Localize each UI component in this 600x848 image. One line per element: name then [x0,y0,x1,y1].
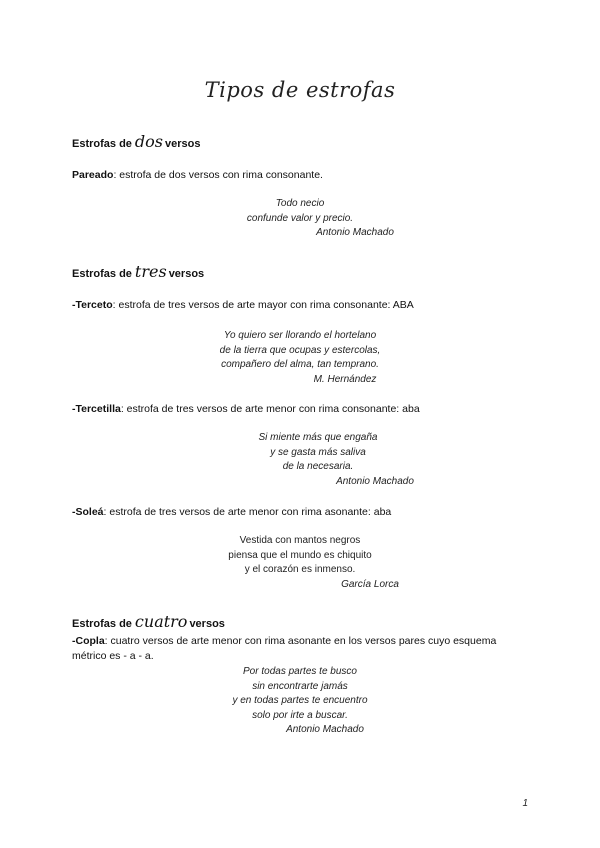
heading-suffix: versos [165,138,201,150]
poem-line: solo por irte a buscar. [252,709,348,721]
poem-line: Vestida con mantos negros [239,535,361,546]
heading-prefix: Estrofas de [72,618,132,630]
term: -Soleá [72,506,104,518]
poem-line: confunde valor y precio. [246,212,354,224]
poem-author: M. Hernández [313,373,377,385]
poem-line: Yo quiero ser llorando el hortelano [223,330,377,341]
poem-line: compañero del alma, tan temprano. [221,359,379,370]
poem-author: García Lorca [341,578,399,590]
poem-line: Todo necio [275,198,325,209]
term: -Copla [72,635,105,647]
poem-line: sin encontrarte jamás [252,680,348,692]
heading-keyword: dos [134,132,164,151]
page-number: 1 [522,798,528,809]
heading-keyword: cuatro [134,612,188,631]
poem-solea [0,534,600,592]
poem-line: Por todas partes te busco [243,666,357,677]
heading-suffix: versos [189,618,225,630]
poem-author: Antonio Machado [316,227,394,238]
term: -Tercetilla [72,403,121,415]
heading-suffix: versos [168,268,205,280]
definition-text: : estrofa de tres versos de arte menor con rima consonante: aba [120,403,420,415]
definition-copla [72,634,532,664]
section-heading-cuatro [72,612,225,631]
definition-terceto [72,298,532,313]
heading-prefix: Estrofas de [72,268,132,280]
term: -Terceto [72,299,113,311]
poem-line: piensa que el mundo es chiquito [228,549,372,561]
poem-author: Antonio Machado [336,475,414,487]
poem-line: de la necesaria. [282,461,354,472]
definition-text: : estrofa de tres versos de arte mayor con rima consonante: ABA [112,299,414,311]
poem-line: y se gasta más saliva [270,446,366,458]
poem-line: y en todas partes te encuentro [232,695,368,706]
heading-keyword: tres [134,262,167,281]
poem-line: Si miente más que engaña [258,432,378,443]
page-title: Tipos de estrofas [204,78,396,102]
definition-solea [72,505,532,520]
poem-line: y el corazón es inmenso. [244,564,356,575]
section-heading-dos [72,132,201,151]
definition-tercetilla [72,402,532,417]
poem-copla [0,665,600,738]
heading-prefix: Estrofas de [72,138,132,150]
term: Pareado [72,169,114,181]
poem-line: de la tierra que ocupas y estercolas, [219,344,381,356]
poem-pareado [0,197,600,241]
poem-tercetilla [0,431,600,489]
section-heading-tres [72,262,204,281]
definition-text: : estrofa de tres versos de arte menor con rima asonante: aba [103,506,392,518]
definition-pareado [72,168,532,183]
definition-text: : cuatro versos de arte menor con rima asonante en los versos pares cuyo esquema métrico es - a - a. [72,635,497,662]
definition-text: : estrofa de dos versos con rima consonante. [113,169,323,181]
poem-terceto [0,329,600,387]
poem-author: Antonio Machado [286,724,364,735]
